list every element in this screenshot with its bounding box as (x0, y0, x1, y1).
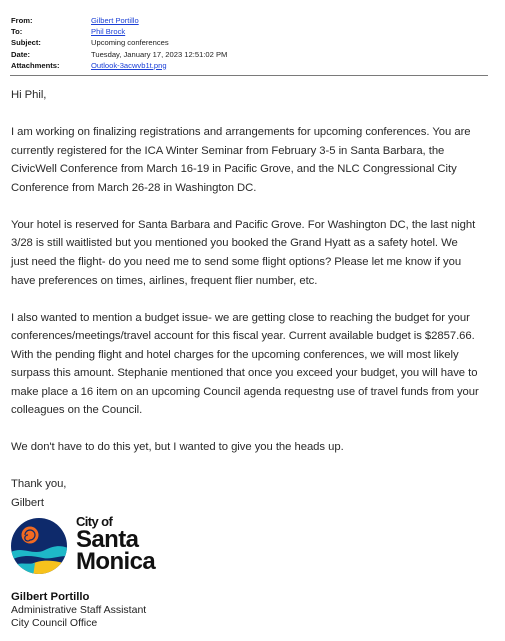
logo-wordmark (76, 515, 155, 573)
city-of-santa-monica-logo (9, 515, 169, 577)
subject-label: Subject: (11, 38, 41, 48)
email-header (11, 15, 491, 71)
subject-value: Upcoming conferences (91, 38, 169, 48)
signature-title: Administrative Staff Assistant (11, 604, 147, 616)
paragraph-hotel: Your hotel is reserved for Santa Barbara and Pacific Grove. For Washington DC, the last night 3/28 is still waitlisted but you mentioned you booked the Grand Hyatt as a safety hotel. We just need the flight- do you need me to send some flight options? Please let me know if you have preferences on times, airlines, frequent flier number, etc. (11, 218, 476, 287)
logo-text-santa: Santa (76, 526, 139, 553)
paragraph-budget: I also wanted to mention a budget issue- we are getting close to reaching the budget for your conferences/meetings/travel account for this fiscal year. Current available budget is $2857.66. With the pending flight and hotel charges for the upcoming conferences, we will most likely surpass this amount. Stephanie mentioned that once you exceed your budget, you will have to make place a 16 item on an upcoming Council agenda requestng use of travel funds from your colleagues on the Council. (11, 311, 479, 417)
paragraph-heads-up: We don't have to do this yet, but I wanted to give you the heads up. (11, 441, 344, 454)
closing: Thank you, Gilbert (11, 478, 67, 510)
date-label: Date: (11, 49, 30, 59)
logo-text-monica: Monica (76, 548, 156, 575)
to-label: To: (11, 27, 23, 37)
from-row (11, 15, 491, 26)
paragraph-registrations: I am working on finalizing registrations and arrangements for upcoming conferences. You are currently registered for the ICA Winter Seminar from February 3-5 in Santa Barbara, the CivicWell Conference from March 16-19 in Pacific Grove, and the NLC Congressional City Conference from March 26-28 in Washington DC. (11, 125, 471, 194)
attachments-label: Attachments: (11, 60, 60, 70)
date-row (11, 49, 491, 60)
logo-text-city-of: City of (76, 514, 113, 529)
header-divider (10, 75, 488, 76)
date-value: Tuesday, January 17, 2023 12:51:02 PM (91, 49, 228, 59)
to-link[interactable]: Phil Brock (91, 27, 126, 37)
greeting: Hi Phil, (11, 89, 47, 101)
signature-block (11, 590, 146, 630)
attachment-link[interactable]: Outlook-3acwvb1t.png (91, 60, 167, 70)
to-row (11, 26, 491, 37)
from-link[interactable]: Gilbert Portillo (91, 16, 139, 25)
signature-name: Gilbert Portillo (11, 591, 90, 603)
santa-monica-emblem-icon (9, 515, 71, 577)
subject-row (11, 37, 491, 48)
signature-office: City Council Office (11, 617, 98, 629)
attachments-row (11, 60, 491, 71)
email-body (11, 86, 493, 513)
from-label: From: (11, 16, 33, 25)
